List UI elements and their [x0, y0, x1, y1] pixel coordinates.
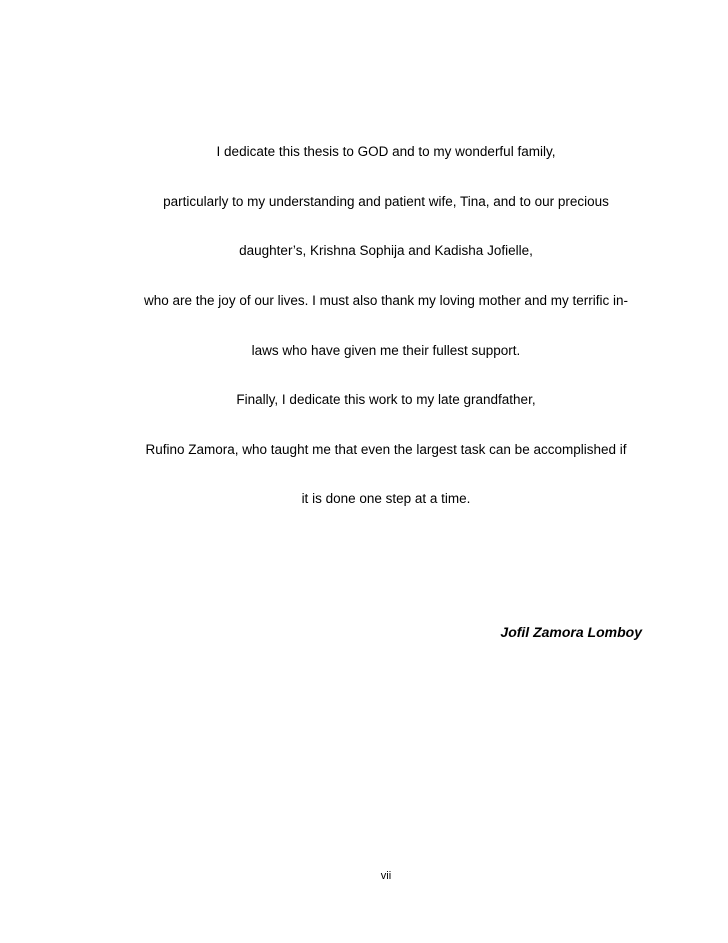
page-number: vii: [380, 870, 392, 882]
dedication-line-3: daughter’s, Krishna Sophija and Kadisha Jofielle,: [239, 243, 533, 258]
dedication-line-8: it is done one step at a time.: [301, 491, 471, 506]
dedication-line-1: I dedicate this thesis to GOD and to my wonderful family,: [216, 144, 556, 159]
dedication-line-7: Rufino Zamora, who taught me that even the largest task can be accomplished if: [145, 442, 627, 457]
dedication-line-6: Finally, I dedicate this work to my late grandfather,: [236, 392, 536, 407]
author-signature: Jofil Zamora Lomboy: [500, 624, 642, 640]
dedication-line-5: laws who have given me their fullest support.: [251, 343, 521, 358]
dedication-line-2: particularly to my understanding and patient wife, Tina, and to our precious: [163, 194, 609, 209]
dedication-line-4: who are the joy of our lives. I must also thank my loving mother and my terrific in-: [144, 293, 628, 308]
